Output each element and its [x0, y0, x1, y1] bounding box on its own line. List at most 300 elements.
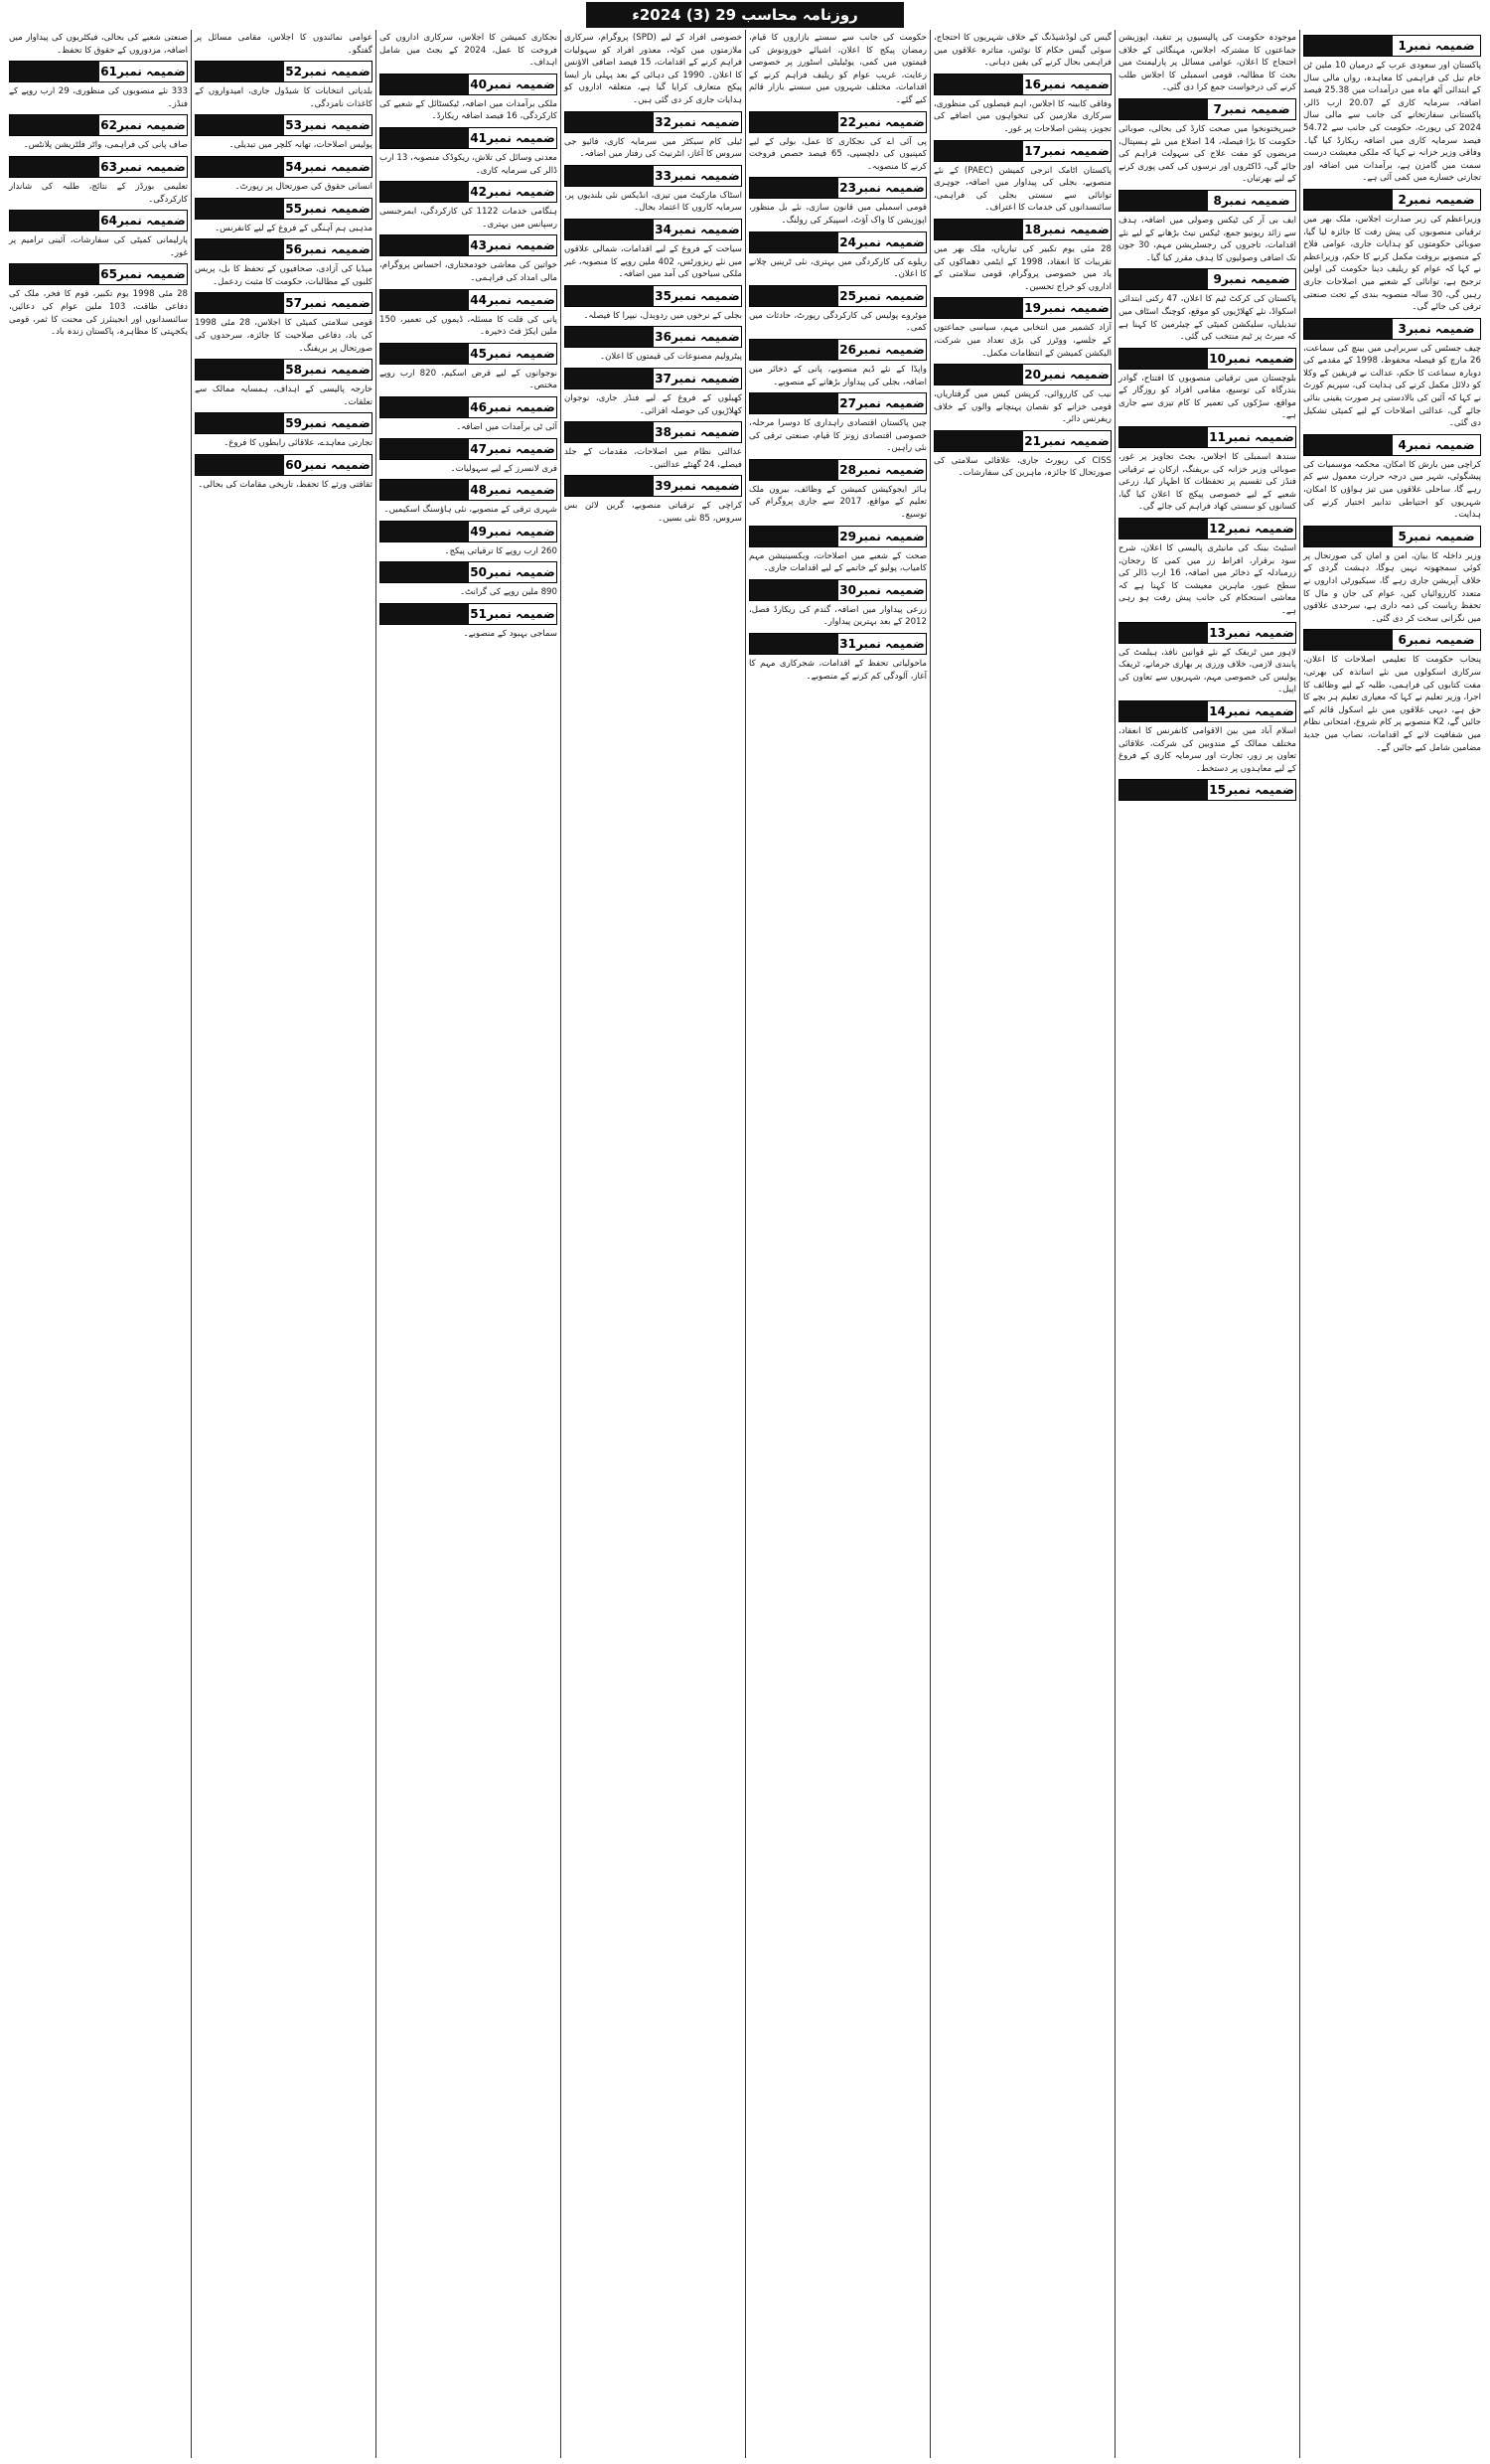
heading-black-bar — [935, 365, 1023, 385]
heading-black-bar — [565, 476, 654, 496]
article-block — [1303, 434, 1481, 522]
article-text: پولیس اصلاحات، تھانہ کلچر میں تبدیلی۔ — [228, 140, 372, 151]
article-text: کھیلوں کے فروغ کے لیے فنڈز جاری، نوجوان کھلاڑیوں کی حوصلہ افزائی۔ — [564, 392, 742, 416]
supplement-number-label: ضمیمہ نمبر21 — [1023, 431, 1111, 451]
supplement-heading — [1118, 426, 1296, 448]
article-text: وزیراعظم کی زیر صدارت اجلاس، ملک بھر میں ترقیاتی منصوبوں کی پیش رفت کا جائزہ لیا گیا، صوبائی حکومتوں کو ہدایات جاری، عوامی فلاح کے منصوبے بروقت مکمل کرنے کا حکم، وزیراعظم نے کہا کہ عوام کو ریلیف دینا حکومت کی اولین ترجیح ہے، توانائی کے شعبے میں اصلاحات جاری رہیں گی، 30 سالہ منصوبہ بندی کے تحت صنعتی ترقی کی جائے گی۔ — [1303, 214, 1481, 313]
supplement-number-label: ضمیمہ نمبر51 — [469, 604, 556, 624]
article-block — [934, 140, 1112, 215]
supplement-heading — [564, 421, 742, 443]
article-block — [195, 238, 372, 288]
article-block — [564, 285, 742, 323]
article-block — [1118, 98, 1296, 186]
article-text: اسلام آباد میں بین الاقوامی کانفرنس کا انعقاد، مختلف ممالک کے مندوبین کی شرکت، علاقائی تعاون پر زور، تجارت اور سرمایہ کاری کے فروغ کے لیے معاہدوں پر دستخط۔ — [1118, 725, 1296, 774]
supplement-number-label: ضمیمہ نمبر24 — [838, 232, 926, 252]
heading-black-bar — [565, 369, 654, 388]
supplement-heading — [9, 210, 188, 231]
supplement-heading — [1118, 190, 1296, 212]
supplement-heading — [379, 561, 557, 583]
article-block — [9, 210, 188, 259]
article-block — [564, 219, 742, 281]
supplement-heading — [9, 114, 188, 136]
supplement-heading — [1118, 348, 1296, 370]
supplement-number-label: ضمیمہ نمبر39 — [654, 476, 741, 496]
article-block — [1118, 190, 1296, 264]
supplement-heading — [379, 603, 557, 625]
article-text: خصوصی افراد کے لیے (SPD) پروگرام، سرکاری ملازمتوں میں کوٹہ، معذور افراد کو سہولیات فراہم کرنے کے اقدامات، 15 فیصد اضافی الاؤنس کا اعلان۔ 1990 کی دہائی کے بعد پہلی بار ایسا پیکج متعارف کرایا گیا ہے، متعلقہ اداروں کو ہدایات جاری کر دی گئی ہیں۔ — [564, 33, 742, 105]
supplement-heading — [934, 219, 1112, 240]
article-text: 28 مئی 1998 یوم تکبیر، قوم کا فخر، ملک کی دفاعی طاقت، 103 ملین عوام کی دعائیں، سائنسدانوں اور انجینئرز کی محنت کا ثمر، قومی یکجہتی کا مظاہرہ، پاکستان زندہ باد۔ — [9, 289, 188, 338]
article-text: تعلیمی بورڈز کے نتائج، طلبہ کی شاندار کارکردگی۔ — [9, 181, 188, 205]
article-text: ریلوے کی کارکردگی میں بہتری، نئی ٹرینیں چلانے کا اعلان۔ — [749, 256, 927, 280]
article-text: ماحولیاتی تحفظ کے اقدامات، شجرکاری مہم کا آغاز، آلودگی کم کرنے کے منصوبے۔ — [749, 659, 927, 682]
heading-black-bar — [1119, 780, 1208, 800]
supplement-heading — [1303, 318, 1481, 340]
supplement-heading — [564, 111, 742, 133]
supplement-number-label: ضمیمہ نمبر12 — [1208, 519, 1295, 539]
supplement-heading — [195, 454, 372, 476]
article-text: چیف جسٹس کی سربراہی میں بینچ کی سماعت، 26 مارچ کو فیصلہ محفوظ، 1998 کے مقدمے کی دوبارہ سماعت کا حکم، عدالت نے فریقین کے وکلا کو دلائل مکمل کرنے کی ہدایت کی، سپریم کورٹ نے کہا کہ آئین کی بالادستی ہر صورت یقینی بنائی جائے گی، عدالتی اصلاحات کے لیے کمیٹی تشکیل دی گئی۔ — [1303, 343, 1481, 429]
supplement-heading — [934, 74, 1112, 95]
supplement-heading — [1303, 526, 1481, 547]
article-text: عدالتی نظام میں اصلاحات، مقدمات کے جلد فیصلے، 24 گھنٹے عدالتیں۔ — [564, 447, 742, 470]
supplement-heading — [195, 156, 372, 178]
supplement-heading — [9, 156, 188, 178]
article-text: پانی کی قلت کا مسئلہ، ڈیموں کی تعمیر، 150 ملین ایکڑ فٹ ذخیرہ۔ — [379, 314, 557, 338]
article-text: بلوچستان میں ترقیاتی منصوبوں کا افتتاح، گوادر بندرگاہ کی توسیع، مقامی افراد کو روزگار کے مواقع، سڑکوں کی تعمیر کا کام تیزی سے جاری ہے۔ — [1118, 373, 1296, 421]
supplement-number-label: ضمیمہ نمبر53 — [284, 115, 372, 135]
supplement-heading — [379, 127, 557, 149]
heading-black-bar — [380, 128, 469, 148]
heading-black-bar — [1304, 36, 1393, 56]
article-text: وفاقی کابینہ کا اجلاس، اہم فیصلوں کی منظوری، سرکاری ملازمین کی تنخواہوں میں اضافے کی تجویز، پنشن اصلاحات پر غور۔ — [934, 98, 1112, 134]
heading-black-bar — [196, 157, 284, 177]
column-3 — [930, 30, 1115, 2458]
supplement-number-label: ضمیمہ نمبر27 — [838, 393, 926, 413]
article-block — [564, 421, 742, 471]
heading-black-bar — [380, 397, 469, 417]
supplement-number-label: ضمیمہ نمبر55 — [284, 199, 372, 219]
supplement-number-label: ضمیمہ نمبر59 — [284, 413, 372, 433]
article-text: بلدیاتی انتخابات کا شیڈول جاری، امیدواروں کے کاغذات نامزدگی۔ — [195, 86, 372, 109]
article-text: 333 نئے منصوبوں کی منظوری، 29 ارب روپے کے فنڈز۔ — [9, 86, 188, 109]
heading-black-bar — [750, 393, 838, 413]
supplement-number-label: ضمیمہ نمبر40 — [469, 75, 556, 94]
article-text: مذہبی ہم آہنگی کے فروغ کے لیے کانفرنس۔ — [215, 223, 372, 233]
article-text: کراچی کے ترقیاتی منصوبے، گرین لائن بس سروس، 85 نئی بسیں۔ — [564, 501, 742, 524]
supplement-number-label: ضمیمہ نمبر58 — [284, 360, 372, 380]
supplement-number-label: ضمیمہ نمبر50 — [469, 562, 556, 582]
heading-black-bar — [935, 298, 1023, 318]
supplement-number-label: ضمیمہ نمبر14 — [1208, 701, 1295, 721]
article-text: 260 ارب روپے کا ترقیاتی پیکج۔ — [444, 545, 557, 556]
heading-black-bar — [1304, 190, 1393, 210]
article-block — [1118, 348, 1296, 422]
heading-black-bar — [750, 580, 838, 600]
supplement-number-label: ضمیمہ نمبر28 — [838, 460, 926, 480]
column-2 — [1115, 30, 1299, 2458]
supplement-heading — [195, 61, 372, 82]
supplement-number-label: ضمیمہ نمبر16 — [1023, 75, 1111, 94]
supplement-number-label: ضمیمہ نمبر41 — [469, 128, 556, 148]
supplement-heading — [749, 526, 927, 547]
article-text: قومی اسمبلی میں قانون سازی، نئے بل منظور، اپوزیشن کا واک آؤٹ، اسپیکر کی رولنگ۔ — [749, 203, 927, 226]
column-6 — [375, 30, 560, 2458]
supplement-heading — [1303, 434, 1481, 456]
article-block — [1118, 268, 1296, 343]
heading-black-bar — [1304, 630, 1393, 650]
supplement-number-label: ضمیمہ نمبر18 — [1023, 220, 1111, 239]
supplement-number-label: ضمیمہ نمبر33 — [654, 166, 741, 186]
supplement-number-label: ضمیمہ نمبر1 — [1393, 36, 1480, 56]
supplement-number-label: ضمیمہ نمبر48 — [469, 480, 556, 500]
heading-black-bar — [565, 166, 654, 186]
article-block — [749, 459, 927, 522]
article-block — [195, 32, 372, 57]
article-text: فری لانسرز کے لیے سہولیات۔ — [450, 463, 557, 474]
article-text: ثقافتی ورثے کا تحفظ، تاریخی مقامات کی بحالی۔ — [198, 479, 372, 490]
article-text: معدنی وسائل کی تلاش، ریکوڈک منصوبہ، 13 ارب ڈالر کی سرمایہ کاری۔ — [379, 152, 557, 176]
supplement-heading — [195, 359, 372, 381]
heading-black-bar — [565, 220, 654, 239]
article-block — [749, 177, 927, 227]
supplement-heading — [1118, 622, 1296, 644]
supplement-heading — [1303, 629, 1481, 651]
columns-container — [6, 30, 1484, 2458]
article-text: خواتین کی معاشی خودمختاری، احساس پروگرام، مالی امداد کی فراہمی۔ — [379, 260, 557, 283]
heading-black-bar — [750, 178, 838, 198]
heading-black-bar — [1119, 701, 1208, 721]
supplement-number-label: ضمیمہ نمبر38 — [654, 422, 741, 442]
heading-black-bar — [1119, 623, 1208, 643]
heading-black-bar — [750, 286, 838, 306]
article-text: آزاد کشمیر میں انتخابی مہم، سیاسی جماعتوں کے جلسے، ووٹرز کی بڑی تعداد میں شرکت، الیکشن کمیشن کے انتظامات مکمل۔ — [934, 323, 1112, 359]
heading-black-bar — [10, 264, 99, 284]
article-text: نوجوانوں کے لیے قرض اسکیم، 820 ارب روپے مختص۔ — [379, 368, 557, 391]
article-text: خارجہ پالیسی کے اہداف، ہمسایہ ممالک سے تعلقات۔ — [195, 385, 372, 407]
supplement-heading — [379, 74, 557, 95]
supplement-number-label: ضمیمہ نمبر3 — [1393, 319, 1480, 339]
article-text: صاف پانی کی فراہمی، واٹر فلٹریشن پلانٹس۔ — [23, 140, 188, 151]
heading-black-bar — [1119, 519, 1208, 539]
article-text: نیب کی کارروائی، کرپشن کیس میں گرفتاریاں، قومی خزانے کو نقصان پہنچانے والوں کے خلاف ریفرنس دائر۔ — [934, 389, 1112, 425]
article-block — [195, 198, 372, 235]
heading-black-bar — [380, 182, 469, 202]
heading-black-bar — [196, 239, 284, 259]
supplement-heading — [934, 140, 1112, 162]
heading-black-bar — [1119, 349, 1208, 369]
heading-black-bar — [935, 431, 1023, 451]
supplement-heading — [934, 430, 1112, 452]
supplement-heading — [564, 219, 742, 240]
supplement-heading — [749, 459, 927, 481]
supplement-number-label: ضمیمہ نمبر9 — [1208, 269, 1295, 289]
article-text: سماجی بہبود کے منصوبے۔ — [463, 628, 557, 639]
heading-black-bar — [935, 220, 1023, 239]
supplement-heading — [564, 326, 742, 348]
article-text: خیبرپختونخوا میں صحت کارڈ کی بحالی، صوبائی حکومت کا بڑا فیصلہ، 14 اضلاع میں نئے ہسپتال، مریضوں کو مفت علاج کی سہولت فراہم کی جائے گی، ڈاکٹروں اور نرسوں کی کمی پوری کرنے کے لیے بھرتیاں۔ — [1118, 123, 1296, 185]
article-block — [379, 234, 557, 284]
supplement-number-label: ضمیمہ نمبر35 — [654, 286, 741, 306]
supplement-number-label: ضمیمہ نمبر15 — [1208, 780, 1295, 800]
article-block — [564, 32, 742, 107]
heading-black-bar — [935, 75, 1023, 94]
supplement-heading — [379, 234, 557, 256]
heading-black-bar — [10, 157, 99, 177]
supplement-heading — [379, 343, 557, 365]
article-block — [934, 430, 1112, 480]
supplement-number-label: ضمیمہ نمبر8 — [1208, 191, 1295, 211]
article-block — [564, 165, 742, 215]
article-text: پی آئی اے کی نجکاری کا عمل، بولی کے لیے کمپنیوں کی دلچسپی، 65 فیصد حصص فروخت کرنے کا منصوبہ۔ — [749, 136, 928, 172]
supplement-number-label: ضمیمہ نمبر4 — [1393, 435, 1480, 455]
heading-black-bar — [380, 235, 469, 255]
article-block — [1118, 426, 1296, 514]
article-text: پاکستان اور سعودی عرب کے درمیان 10 ملین ٹن خام تیل کی فراہمی کا معاہدہ، رواں مالی سال کے ابتدائی آٹھ ماہ میں درآمدات میں 25.38 فیصد اضافہ، سرمایہ کاری کے 20.07 ارب ڈالر، پاکستانی سفارتخانے کی جانب سے مالی سال 2024 کی رپورٹ، حکومت کی جانب سے 54.72 فیصد سرمایہ کاری میں اضافہ ریکارڈ کیا گیا۔ وفاقی وزیر خزانہ نے کہا کہ ملکی معیشت درست سمت میں گامزن ہے، برآمدات میں اضافہ اور تجارتی خسارے میں کمی آئی ہے۔ — [1303, 61, 1481, 184]
article-block — [1118, 700, 1296, 775]
supplement-number-label: ضمیمہ نمبر47 — [469, 439, 556, 459]
supplement-number-label: ضمیمہ نمبر65 — [99, 264, 187, 284]
article-text: بجلی کے نرخوں میں ردوبدل، نیپرا کا فیصلہ۔ — [583, 310, 742, 321]
supplement-heading — [195, 412, 372, 434]
column-1 — [1299, 30, 1484, 2458]
heading-black-bar — [1304, 435, 1393, 455]
supplement-number-label: ضمیمہ نمبر52 — [284, 62, 372, 81]
article-block — [9, 32, 188, 57]
article-block — [749, 285, 927, 335]
article-text: حکومت کی جانب سے سستے بازاروں کا قیام، رمضان پیکج کا اعلان، اشیائے خورونوش کی قیمتوں میں کمی، یوٹیلیٹی اسٹورز پر خصوصی رعایت، غریب عوام کو ریلیف فراہم کرنے کے اقدامات، مختلف شہروں میں سستے بازار قائم کیے گئے۔ — [749, 33, 927, 105]
article-block — [934, 219, 1112, 293]
article-text: واپڈا کے نئے ڈیم منصوبے، پانی کے ذخائر میں اضافہ، بجلی کی پیداوار بڑھانے کے منصوبے۔ — [749, 364, 927, 387]
heading-black-bar — [1119, 269, 1208, 289]
heading-black-bar — [380, 562, 469, 582]
supplement-number-label: ضمیمہ نمبر49 — [469, 522, 556, 541]
article-text: پنجاب حکومت کا تعلیمی اصلاحات کا اعلان، سرکاری اسکولوں میں نئے اساتذہ کی بھرتی، مفت کتابوں کی فراہمی، طلبہ کے لیے وظائف کا اجرا، وزیر تعلیم نے کہا کہ معیاری تعلیم ہر بچے کا حق ہے، دیہی علاقوں میں نئے اسکول قائم کیے جائیں گے، K2 منصوبے پر کام شروع، امتحانی نظام میں شفافیت لانے کے اقدامات، نصاب میں جدید مضامین شامل کیے جائیں گے۔ — [1303, 655, 1481, 753]
heading-black-bar — [565, 286, 654, 306]
article-text: پاکستان کی کرکٹ ٹیم کا اعلان، 47 رکنی ابتدائی اسکواڈ، نئے کھلاڑیوں کو موقع، کوچنگ اسٹاف میں تبدیلیاں، سلیکشن کمیٹی کے چیئرمین کا کہنا ہے کہ میرٹ پر ٹیم منتخب کی گئی۔ — [1118, 294, 1296, 343]
supplement-number-label: ضمیمہ نمبر19 — [1023, 298, 1111, 318]
supplement-number-label: ضمیمہ نمبر6 — [1393, 630, 1480, 650]
article-text: نجکاری کمیشن کا اجلاس، سرکاری اداروں کی فروخت کا عمل، 2024 کے بجٹ میں شامل اہداف۔ — [379, 33, 557, 69]
supplement-heading — [1118, 779, 1296, 801]
supplement-heading — [749, 392, 927, 414]
heading-black-bar — [380, 439, 469, 459]
heading-black-bar — [750, 112, 838, 132]
article-block — [749, 32, 927, 107]
supplement-heading — [1303, 189, 1481, 211]
supplement-heading — [564, 165, 742, 187]
supplement-number-label: ضمیمہ نمبر31 — [838, 634, 926, 654]
supplement-heading — [749, 231, 927, 253]
article-block — [195, 292, 372, 355]
heading-black-bar — [196, 455, 284, 475]
article-block — [195, 412, 372, 450]
article-block — [564, 111, 742, 161]
supplement-number-label: ضمیمہ نمبر32 — [654, 112, 741, 132]
supplement-number-label: ضمیمہ نمبر25 — [838, 286, 926, 306]
column-8 — [6, 30, 191, 2458]
article-text: چین پاکستان اقتصادی راہداری کا دوسرا مرحلہ، خصوصی اقتصادی زونز کا قیام، صنعتی ترقی کی نئی راہیں۔ — [749, 418, 927, 454]
article-block — [379, 396, 557, 434]
supplement-number-label: ضمیمہ نمبر30 — [838, 580, 926, 600]
article-block — [934, 74, 1112, 136]
article-text: صنعتی شعبے کی بحالی، فیکٹریوں کی پیداوار میں اضافہ، مزدوروں کے حقوق کا تحفظ۔ — [9, 33, 188, 56]
supplement-heading — [1118, 98, 1296, 120]
supplement-heading — [749, 285, 927, 307]
article-text: وزیر داخلہ کا بیان، امن و امان کی صورتحال پر کوئی سمجھوتہ نہیں ہوگا، دہشت گردی کے خلاف آپریشن جاری رہے گا، سیکیورٹی اداروں نے متعدد کارروائیاں کیں، عوام کی جان و مال کا تحفظ ریاست کی ذمہ داری ہے، سرحدی علاقوں میں نگرانی سخت کر دی گئی۔ — [1303, 550, 1481, 624]
heading-black-bar — [750, 460, 838, 480]
supplement-number-label: ضمیمہ نمبر62 — [99, 115, 187, 135]
heading-black-bar — [935, 141, 1023, 161]
article-text: موٹروے پولیس کی کارکردگی رپورٹ، حادثات میں کمی۔ — [749, 310, 927, 334]
heading-black-bar — [196, 293, 284, 313]
heading-black-bar — [196, 115, 284, 135]
article-block — [564, 326, 742, 364]
article-text: زرعی پیداوار میں اضافہ، گندم کی ریکارڈ فصل، 2012 کے بعد بہترین پیداوار۔ — [749, 604, 927, 628]
article-block — [749, 526, 927, 575]
supplement-number-label: ضمیمہ نمبر22 — [838, 112, 926, 132]
heading-black-bar — [10, 62, 99, 81]
supplement-heading — [1118, 518, 1296, 539]
article-block — [564, 368, 742, 417]
article-text: 28 مئی یوم تکبیر کی تیاریاں، ملک بھر میں تقریبات کا انعقاد، 1998 کے ایٹمی دھماکوں کی یاد میں خصوصی پروگرام، قومی سلامتی کے اداروں کو خراج تحسین۔ — [934, 243, 1112, 292]
supplement-number-label: ضمیمہ نمبر20 — [1023, 365, 1111, 385]
heading-black-bar — [380, 290, 469, 310]
heading-black-bar — [750, 232, 838, 252]
article-block — [9, 156, 188, 206]
article-text: ہنگامی خدمات 1122 کی کارکردگی، ایمرجنسی رسپانس میں بہتری۔ — [379, 207, 557, 230]
article-text: لاہور میں ٹریفک کے نئے قوانین نافذ، ہیلمٹ کی پابندی لازمی، خلاف ورزی پر بھاری جرمانے، ٹریفک پولیس کی خصوصی مہم، شہریوں سے تعاون کی اپیل۔ — [1118, 647, 1296, 695]
column-5 — [560, 30, 745, 2458]
supplement-heading — [749, 579, 927, 601]
supplement-number-label: ضمیمہ نمبر56 — [284, 239, 372, 259]
supplement-heading — [195, 238, 372, 260]
supplement-number-label: ضمیمہ نمبر42 — [469, 182, 556, 202]
supplement-heading — [195, 114, 372, 136]
supplement-heading — [1303, 35, 1481, 57]
article-block — [1303, 629, 1481, 754]
supplement-number-label: ضمیمہ نمبر7 — [1208, 99, 1295, 119]
article-text: ٹیلی کام سیکٹر میں سرمایہ کاری، فائیو جی سروس کا آغاز، انٹرنیٹ کی رفتار میں اضافہ۔ — [564, 136, 742, 160]
article-text: آئی ٹی برآمدات میں اضافہ۔ — [456, 421, 557, 432]
supplement-heading — [379, 479, 557, 501]
supplement-heading — [1118, 268, 1296, 290]
supplement-heading — [564, 475, 742, 497]
heading-black-bar — [196, 199, 284, 219]
heading-black-bar — [750, 340, 838, 360]
article-block — [1118, 622, 1296, 696]
supplement-heading — [749, 177, 927, 199]
supplement-heading — [749, 111, 927, 133]
article-block — [1303, 35, 1481, 185]
article-block — [1118, 518, 1296, 618]
heading-black-bar — [1119, 191, 1208, 211]
article-block — [379, 521, 557, 558]
article-text: قومی سلامتی کمیٹی کا اجلاس، 28 مئی 1998 کی یاد، دفاعی صلاحیت کا جائزہ، سرحدوں کی صورتحال پر بریفنگ۔ — [195, 318, 372, 354]
article-text: CISS کی رپورٹ جاری، علاقائی سلامتی کی صورتحال کا جائزہ، ماہرین کی سفارشات۔ — [934, 455, 1112, 479]
heading-black-bar — [380, 480, 469, 500]
supplement-heading — [195, 292, 372, 314]
supplement-number-label: ضمیمہ نمبر44 — [469, 290, 556, 310]
article-text: موجودہ حکومت کی پالیسیوں پر تنقید، اپوزیشن جماعتوں کا مشترکہ اجلاس، مہنگائی کے خلاف احتجاج کا اعلان، عوامی مسائل پر پارلیمنٹ میں بحث کا مطالبہ، قومی اسمبلی کا اجلاس طلب کرنے کی درخواست جمع کرا دی گئی۔ — [1118, 33, 1296, 93]
heading-black-bar — [380, 75, 469, 94]
article-block — [749, 111, 927, 174]
supplement-number-label: ضمیمہ نمبر10 — [1208, 349, 1295, 369]
heading-black-bar — [380, 344, 469, 364]
supplement-number-label: ضمیمہ نمبر64 — [99, 211, 187, 231]
article-text: صحت کے شعبے میں اصلاحات، ویکسینیشن مہم کامیاب، پولیو کے خاتمے کے لیے اقدامات جاری۔ — [749, 550, 927, 574]
supplement-number-label: ضمیمہ نمبر60 — [284, 455, 372, 475]
supplement-number-label: ضمیمہ نمبر11 — [1208, 427, 1295, 447]
supplement-number-label: ضمیمہ نمبر43 — [469, 235, 556, 255]
supplement-heading — [9, 263, 188, 285]
supplement-number-label: ضمیمہ نمبر36 — [654, 327, 741, 347]
supplement-number-label: ضمیمہ نمبر17 — [1023, 141, 1111, 161]
supplement-heading — [379, 438, 557, 460]
heading-black-bar — [1119, 427, 1208, 447]
supplement-number-label: ضمیمہ نمبر5 — [1393, 527, 1480, 546]
article-block — [379, 438, 557, 476]
article-text: 890 ملین روپے کی گرانٹ۔ — [460, 587, 557, 598]
supplement-number-label: ضمیمہ نمبر37 — [654, 369, 741, 388]
article-text: شہری ترقی کے منصوبے، نئی ہاؤسنگ اسکیمیں۔ — [383, 505, 557, 516]
supplement-heading — [749, 339, 927, 361]
article-text: کراچی میں بارش کا امکان، محکمہ موسمیات کی پیشگوئی، شہر میں درجہ حرارت معمول سے کم رہے گا، ساحلی علاقوں میں تیز ہواؤں کا امکان، شہریوں کو احتیاطی تدابیر اختیار کرنے کی ہدایت۔ — [1303, 459, 1481, 521]
article-block — [749, 231, 927, 281]
article-block — [379, 74, 557, 123]
article-text: سیاحت کے فروغ کے لیے اقدامات، شمالی علاقوں میں نئے ریزورٹس، 402 ملین روپے کا منصوبہ، غیر ملکی سیاحوں کی آمد میں اضافہ۔ — [564, 243, 742, 280]
article-block — [195, 156, 372, 194]
masthead-date-banner: روزنامہ محاسب 29 (3) 2024ء — [586, 2, 904, 28]
supplement-heading — [379, 289, 557, 311]
heading-black-bar — [196, 62, 284, 81]
supplement-number-label: ضمیمہ نمبر54 — [284, 157, 372, 177]
supplement-number-label: ضمیمہ نمبر13 — [1208, 623, 1295, 643]
article-block — [195, 359, 372, 408]
article-block — [564, 475, 742, 525]
article-block — [195, 114, 372, 152]
heading-black-bar — [196, 360, 284, 380]
column-4 — [745, 30, 930, 2458]
article-block — [195, 61, 372, 110]
heading-black-bar — [565, 327, 654, 347]
article-block — [749, 633, 927, 683]
article-text: ایف بی آر کی ٹیکس وصولی میں اضافہ، ہدف سے زائد ریونیو جمع، ٹیکس نیٹ بڑھانے کے لیے نئے اقدامات، تاجروں کی رجسٹریشن مہم، 30 جون تک اضافی وصولیوں کا ہدف مقرر کیا گیا۔ — [1118, 215, 1296, 263]
supplement-heading — [934, 364, 1112, 385]
article-block — [934, 364, 1112, 426]
article-text: میڈیا کی آزادی، صحافیوں کے تحفظ کا بل، پریس کلبوں کے مطالبات، حکومت کا مثبت ردعمل۔ — [195, 264, 372, 287]
heading-black-bar — [1304, 527, 1393, 546]
supplement-heading — [379, 396, 557, 418]
article-block — [1303, 318, 1481, 430]
article-block — [749, 579, 927, 629]
supplement-heading — [379, 521, 557, 542]
heading-black-bar — [565, 422, 654, 442]
heading-black-bar — [380, 604, 469, 624]
supplement-number-label: ضمیمہ نمبر63 — [99, 157, 187, 177]
heading-black-bar — [750, 634, 838, 654]
supplement-heading — [564, 368, 742, 389]
article-text: گیس کی لوڈشیڈنگ کے خلاف شہریوں کا احتجاج، سوئی گیس حکام کا نوٹس، متاثرہ علاقوں میں فراہمی بحال کرنے کی یقین دہانی۔ — [934, 33, 1112, 69]
supplement-heading — [564, 285, 742, 307]
supplement-heading — [195, 198, 372, 220]
article-block — [379, 343, 557, 392]
article-block — [9, 114, 188, 152]
supplement-number-label: ضمیمہ نمبر57 — [284, 293, 372, 313]
article-block — [379, 561, 557, 599]
article-block — [379, 289, 557, 339]
article-block — [379, 603, 557, 641]
